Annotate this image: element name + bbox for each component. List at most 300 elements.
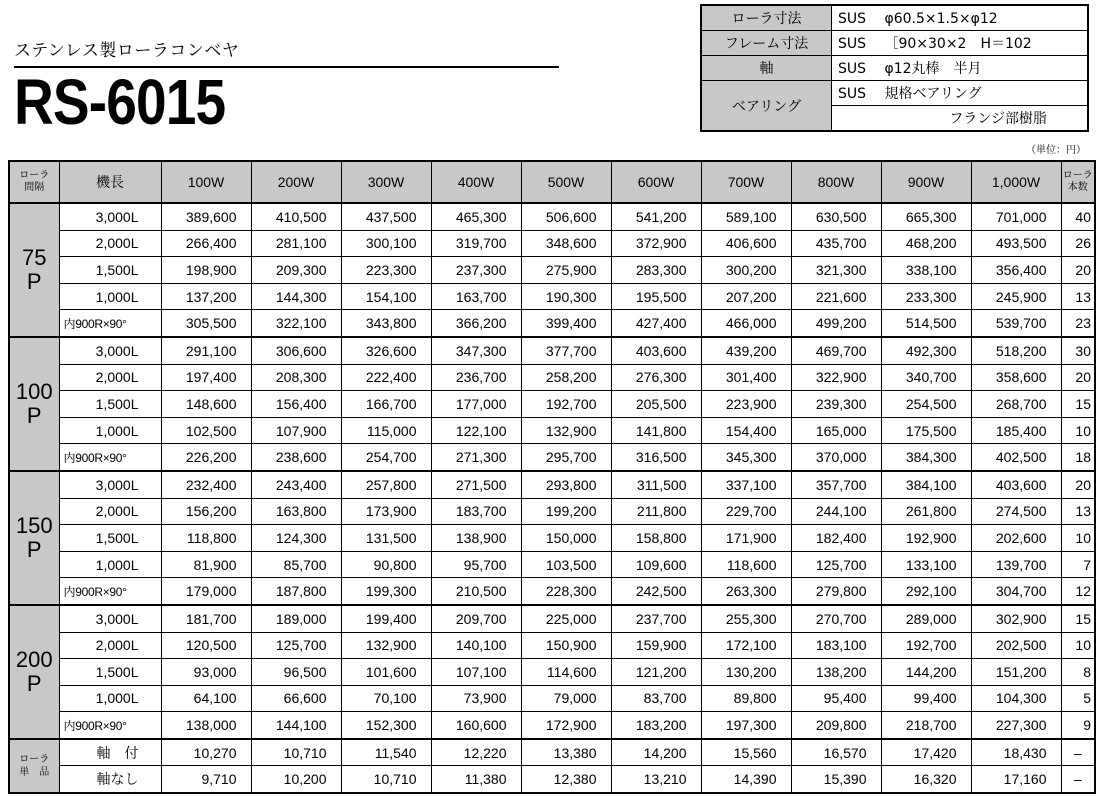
price-cell: 16,320	[881, 766, 971, 793]
price-cell: 130,200	[701, 659, 791, 686]
price-cell: 14,200	[611, 739, 701, 766]
table-row	[9, 685, 1095, 712]
length-cell: 内900R×90°	[59, 310, 161, 337]
price-cell: 148,600	[161, 391, 251, 418]
price-cell: 237,700	[611, 605, 701, 632]
price-cell: 10,710	[251, 739, 341, 766]
price-cell: 137,200	[161, 283, 251, 310]
pitch-cell	[9, 605, 59, 739]
table-row	[9, 444, 1095, 471]
price-cell: 372,900	[611, 230, 701, 257]
table-row	[9, 766, 1095, 793]
price-cell: 171,900	[701, 525, 791, 552]
pitch-label: 100	[15, 378, 53, 404]
price-cell: 183,200	[611, 712, 701, 739]
price-cell: 271,300	[431, 444, 521, 471]
price-cell: 159,900	[611, 632, 701, 659]
roller-count-cell: 18	[1061, 444, 1095, 471]
roller-count-cell: 23	[1061, 310, 1095, 337]
price-cell: 179,000	[161, 578, 251, 605]
price-cell: 218,700	[881, 712, 971, 739]
length-cell: 1,000L	[59, 685, 161, 712]
price-cell: 89,800	[701, 685, 791, 712]
price-cell: 384,100	[881, 471, 971, 498]
price-cell: 175,500	[881, 417, 971, 444]
spec-value: SUS ［90×30×2 H＝102	[832, 31, 1089, 56]
price-cell: 199,400	[341, 605, 431, 632]
price-cell: 10,270	[161, 739, 251, 766]
header-row	[9, 161, 1095, 203]
price-cell: 90,800	[341, 551, 431, 578]
spec-row	[701, 81, 1088, 106]
table-row	[9, 551, 1095, 578]
price-cell: 255,300	[701, 605, 791, 632]
spec-value: SUS φ12丸棒 半月	[832, 56, 1089, 81]
pitch-label: P	[26, 536, 42, 562]
price-cell: 104,300	[971, 685, 1061, 712]
price-cell: 122,100	[431, 417, 521, 444]
spec-value: SUS φ60.5×1.5×φ12	[832, 5, 1089, 31]
pitch-header: ローラ 間隔	[9, 161, 59, 203]
price-cell: 102,500	[161, 417, 251, 444]
price-cell: 202,600	[971, 525, 1061, 552]
price-cell: 322,100	[251, 310, 341, 337]
roller-count-cell: 10	[1061, 632, 1095, 659]
roller-count-cell: 13	[1061, 283, 1095, 310]
price-cell: 300,200	[701, 257, 791, 284]
width-header: 200W	[251, 161, 341, 203]
price-cell: 630,500	[791, 203, 881, 230]
price-cell: 150,900	[521, 632, 611, 659]
spec-value: フランジ部樹脂	[832, 106, 1089, 132]
price-cell: 499,200	[791, 310, 881, 337]
price-cell: 107,900	[251, 417, 341, 444]
price-cell: 469,700	[791, 337, 881, 364]
roller-single-label: 単 品	[19, 766, 50, 778]
price-cell: 665,300	[881, 203, 971, 230]
price-cell: 13,380	[521, 739, 611, 766]
price-cell: 144,300	[251, 283, 341, 310]
table-row	[9, 283, 1095, 310]
table-row	[9, 525, 1095, 552]
price-cell: 114,600	[521, 659, 611, 686]
price-cell: 302,900	[971, 605, 1061, 632]
price-cell: 138,900	[431, 525, 521, 552]
price-cell: 366,200	[431, 310, 521, 337]
price-cell: 177,000	[431, 391, 521, 418]
price-cell: 95,700	[431, 551, 521, 578]
table-row	[9, 659, 1095, 686]
price-cell: 541,200	[611, 203, 701, 230]
price-cell: 276,300	[611, 364, 701, 391]
price-cell: 190,300	[521, 283, 611, 310]
price-cell: 254,500	[881, 391, 971, 418]
price-cell: 197,300	[701, 712, 791, 739]
price-cell: 271,500	[431, 471, 521, 498]
pitch-label: P	[26, 268, 42, 294]
price-cell: 233,300	[881, 283, 971, 310]
price-cell: 95,400	[791, 685, 881, 712]
roller-count-cell: 20	[1061, 364, 1095, 391]
spec-label: 軸	[701, 56, 832, 81]
roller-count-cell: 10	[1061, 417, 1095, 444]
price-cell: 189,000	[251, 605, 341, 632]
price-cell: 406,600	[701, 230, 791, 257]
price-cell: 202,500	[971, 632, 1061, 659]
price-cell: 192,900	[881, 525, 971, 552]
price-cell: 139,700	[971, 551, 1061, 578]
length-cell: 2,000L	[59, 230, 161, 257]
price-cell: 198,900	[161, 257, 251, 284]
price-cell: 182,400	[791, 525, 881, 552]
price-cell: 151,200	[971, 659, 1061, 686]
price-cell: 337,100	[701, 471, 791, 498]
roller-single-cell	[9, 739, 59, 793]
price-cell: 275,900	[521, 257, 611, 284]
count-header: ローラ 本数	[1061, 161, 1095, 203]
roller-count-cell: –	[1061, 739, 1095, 766]
length-cell: 3,000L	[59, 605, 161, 632]
length-cell: 1,500L	[59, 525, 161, 552]
roller-count-cell: 40	[1061, 203, 1095, 230]
length-cell: 3,000L	[59, 471, 161, 498]
price-cell: 357,700	[791, 471, 881, 498]
price-cell: 165,000	[791, 417, 881, 444]
price-cell: 589,100	[701, 203, 791, 230]
price-cell: 125,700	[791, 551, 881, 578]
price-cell: 64,100	[161, 685, 251, 712]
price-cell: 120,500	[161, 632, 251, 659]
price-cell: 16,570	[791, 739, 881, 766]
price-cell: 81,900	[161, 551, 251, 578]
price-cell: 187,800	[251, 578, 341, 605]
price-cell: 96,500	[251, 659, 341, 686]
price-cell: 124,300	[251, 525, 341, 552]
price-cell: 132,900	[521, 417, 611, 444]
spec-label: ローラ寸法	[701, 5, 832, 31]
table-row	[9, 230, 1095, 257]
price-cell: 358,600	[971, 364, 1061, 391]
price-cell: 156,200	[161, 498, 251, 525]
price-cell: 321,300	[791, 257, 881, 284]
spec-row	[701, 56, 1088, 81]
price-cell: 306,600	[251, 337, 341, 364]
roller-count-cell: 10	[1061, 525, 1095, 552]
price-cell: 192,700	[521, 391, 611, 418]
price-cell: 258,200	[521, 364, 611, 391]
roller-count-cell: –	[1061, 766, 1095, 793]
length-cell: 1,000L	[59, 283, 161, 310]
length-cell: 内900R×90°	[59, 578, 161, 605]
price-cell: 244,100	[791, 498, 881, 525]
length-cell: 1,500L	[59, 391, 161, 418]
price-cell: 316,500	[611, 444, 701, 471]
price-cell: 107,100	[431, 659, 521, 686]
price-cell: 295,700	[521, 444, 611, 471]
price-cell: 279,800	[791, 578, 881, 605]
price-cell: 465,300	[431, 203, 521, 230]
price-cell: 10,710	[341, 766, 431, 793]
price-cell: 701,000	[971, 203, 1061, 230]
roller-count-cell: 20	[1061, 257, 1095, 284]
price-cell: 207,200	[701, 283, 791, 310]
width-header: 300W	[341, 161, 431, 203]
roller-count-cell: 20	[1061, 471, 1095, 498]
price-cell: 79,000	[521, 685, 611, 712]
price-cell: 208,300	[251, 364, 341, 391]
price-cell: 66,600	[251, 685, 341, 712]
width-header: 1,000W	[971, 161, 1061, 203]
price-cell: 103,500	[521, 551, 611, 578]
price-cell: 140,100	[431, 632, 521, 659]
length-header: 機長	[59, 161, 161, 203]
price-cell: 83,700	[611, 685, 701, 712]
length-cell: 2,000L	[59, 632, 161, 659]
pitch-label: 150	[15, 512, 53, 538]
price-cell: 73,900	[431, 685, 521, 712]
model-number: RS-6015	[14, 66, 226, 138]
price-cell: 154,100	[341, 283, 431, 310]
price-cell: 158,800	[611, 525, 701, 552]
length-cell: 1,500L	[59, 257, 161, 284]
price-cell: 141,800	[611, 417, 701, 444]
price-cell: 322,900	[791, 364, 881, 391]
price-cell: 263,300	[701, 578, 791, 605]
price-cell: 466,000	[701, 310, 791, 337]
price-cell: 166,700	[341, 391, 431, 418]
price-cell: 238,600	[251, 444, 341, 471]
price-body	[9, 203, 1095, 793]
price-cell: 221,600	[791, 283, 881, 310]
price-cell: 205,500	[611, 391, 701, 418]
price-cell: 118,600	[701, 551, 791, 578]
price-cell: 268,700	[971, 391, 1061, 418]
price-cell: 403,600	[971, 471, 1061, 498]
price-cell: 427,400	[611, 310, 701, 337]
length-cell: 軸なし	[59, 766, 161, 793]
price-cell: 183,100	[791, 632, 881, 659]
price-cell: 435,700	[791, 230, 881, 257]
table-row	[9, 417, 1095, 444]
roller-count-cell: 12	[1061, 578, 1095, 605]
price-cell: 439,200	[701, 337, 791, 364]
length-cell: 1,000L	[59, 417, 161, 444]
roller-single-label: ローラ	[19, 753, 50, 765]
price-cell: 209,800	[791, 712, 881, 739]
price-cell: 399,400	[521, 310, 611, 337]
price-cell: 311,500	[611, 471, 701, 498]
price-cell: 118,800	[161, 525, 251, 552]
price-cell: 223,300	[341, 257, 431, 284]
price-cell: 229,700	[701, 498, 791, 525]
price-cell: 17,160	[971, 766, 1061, 793]
spec-label: フレーム寸法	[701, 31, 832, 56]
price-cell: 291,100	[161, 337, 251, 364]
table-row	[9, 391, 1095, 418]
pitch-label: 200	[15, 646, 53, 672]
price-cell: 183,700	[431, 498, 521, 525]
table-row	[9, 337, 1095, 364]
price-cell: 199,300	[341, 578, 431, 605]
price-cell: 356,400	[971, 257, 1061, 284]
pitch-label: 75	[22, 244, 47, 270]
price-cell: 181,700	[161, 605, 251, 632]
price-cell: 228,300	[521, 578, 611, 605]
price-cell: 402,500	[971, 444, 1061, 471]
price-cell: 144,100	[251, 712, 341, 739]
roller-count-cell: 15	[1061, 605, 1095, 632]
price-cell: 292,100	[881, 578, 971, 605]
price-cell: 283,300	[611, 257, 701, 284]
price-cell: 237,300	[431, 257, 521, 284]
price-cell: 132,900	[341, 632, 431, 659]
width-header: 800W	[791, 161, 881, 203]
spec-value: SUS 規格ベアリング	[832, 81, 1089, 106]
price-cell: 239,300	[791, 391, 881, 418]
price-cell: 93,000	[161, 659, 251, 686]
price-cell: 9,710	[161, 766, 251, 793]
price-cell: 493,500	[971, 230, 1061, 257]
price-cell: 101,600	[341, 659, 431, 686]
roller-count-cell: 5	[1061, 685, 1095, 712]
roller-count-cell: 8	[1061, 659, 1095, 686]
price-cell: 10,200	[251, 766, 341, 793]
price-cell: 261,800	[881, 498, 971, 525]
width-header: 700W	[701, 161, 791, 203]
price-cell: 345,300	[701, 444, 791, 471]
table-row	[9, 632, 1095, 659]
price-cell: 225,000	[521, 605, 611, 632]
price-cell: 518,200	[971, 337, 1061, 364]
price-cell: 326,600	[341, 337, 431, 364]
price-cell: 18,430	[971, 739, 1061, 766]
price-cell: 160,600	[431, 712, 521, 739]
price-cell: 99,400	[881, 685, 971, 712]
price-cell: 348,600	[521, 230, 611, 257]
table-row	[9, 578, 1095, 605]
price-cell: 15,390	[791, 766, 881, 793]
price-cell: 125,700	[251, 632, 341, 659]
price-cell: 209,300	[251, 257, 341, 284]
unit-note: （単位：円）	[1026, 145, 1086, 156]
table-row	[9, 712, 1095, 739]
price-cell: 370,000	[791, 444, 881, 471]
spec-row	[701, 31, 1088, 56]
pitch-cell	[9, 471, 59, 605]
length-cell: 2,000L	[59, 498, 161, 525]
table-row	[9, 257, 1095, 284]
price-cell: 403,600	[611, 337, 701, 364]
price-cell: 305,500	[161, 310, 251, 337]
price-cell: 12,220	[431, 739, 521, 766]
price-cell: 11,380	[431, 766, 521, 793]
price-cell: 236,700	[431, 364, 521, 391]
price-cell: 195,500	[611, 283, 701, 310]
price-cell: 300,100	[341, 230, 431, 257]
price-cell: 173,900	[341, 498, 431, 525]
price-cell: 270,700	[791, 605, 881, 632]
table-row	[9, 605, 1095, 632]
pitch-label: P	[26, 402, 42, 428]
price-cell: 281,100	[251, 230, 341, 257]
price-cell: 468,200	[881, 230, 971, 257]
price-cell: 377,700	[521, 337, 611, 364]
width-header: 600W	[611, 161, 701, 203]
pitch-cell	[9, 203, 59, 337]
price-cell: 109,600	[611, 551, 701, 578]
width-header: 900W	[881, 161, 971, 203]
product-subtitle: ステンレス製ローラコンベヤ	[14, 41, 240, 61]
price-cell: 163,800	[251, 498, 341, 525]
price-cell: 304,700	[971, 578, 1061, 605]
price-cell: 289,000	[881, 605, 971, 632]
price-cell: 138,200	[791, 659, 881, 686]
table-row	[9, 203, 1095, 230]
price-cell: 154,400	[701, 417, 791, 444]
price-cell: 156,400	[251, 391, 341, 418]
price-cell: 242,500	[611, 578, 701, 605]
price-cell: 121,200	[611, 659, 701, 686]
length-cell: 内900R×90°	[59, 712, 161, 739]
price-cell: 257,800	[341, 471, 431, 498]
price-cell: 343,800	[341, 310, 431, 337]
price-cell: 338,100	[881, 257, 971, 284]
price-cell: 115,000	[341, 417, 431, 444]
table-row	[9, 364, 1095, 391]
roller-count-cell: 9	[1061, 712, 1095, 739]
price-cell: 197,400	[161, 364, 251, 391]
price-cell: 211,800	[611, 498, 701, 525]
roller-count-cell: 15	[1061, 391, 1095, 418]
price-cell: 138,000	[161, 712, 251, 739]
price-cell: 266,400	[161, 230, 251, 257]
price-cell: 144,200	[881, 659, 971, 686]
price-cell: 293,800	[521, 471, 611, 498]
price-cell: 301,400	[701, 364, 791, 391]
price-cell: 172,900	[521, 712, 611, 739]
price-cell: 13,210	[611, 766, 701, 793]
price-cell: 274,500	[971, 498, 1061, 525]
length-cell: 内900R×90°	[59, 444, 161, 471]
length-cell: 軸 付	[59, 739, 161, 766]
price-cell: 539,700	[971, 310, 1061, 337]
price-cell: 210,500	[431, 578, 521, 605]
price-cell: 152,300	[341, 712, 431, 739]
price-cell: 163,700	[431, 283, 521, 310]
price-cell: 85,700	[251, 551, 341, 578]
length-cell: 3,000L	[59, 203, 161, 230]
length-cell: 1,000L	[59, 551, 161, 578]
width-header: 400W	[431, 161, 521, 203]
price-cell: 14,390	[701, 766, 791, 793]
price-cell: 172,100	[701, 632, 791, 659]
price-cell: 243,400	[251, 471, 341, 498]
price-cell: 492,300	[881, 337, 971, 364]
length-cell: 1,500L	[59, 659, 161, 686]
price-cell: 222,400	[341, 364, 431, 391]
price-cell: 15,560	[701, 739, 791, 766]
price-cell: 70,100	[341, 685, 431, 712]
table-row	[9, 471, 1095, 498]
price-cell: 131,500	[341, 525, 431, 552]
price-cell: 254,700	[341, 444, 431, 471]
price-cell: 437,500	[341, 203, 431, 230]
price-cell: 506,600	[521, 203, 611, 230]
roller-count-cell: 30	[1061, 337, 1095, 364]
price-cell: 389,600	[161, 203, 251, 230]
price-cell: 12,380	[521, 766, 611, 793]
price-table	[8, 160, 1096, 794]
